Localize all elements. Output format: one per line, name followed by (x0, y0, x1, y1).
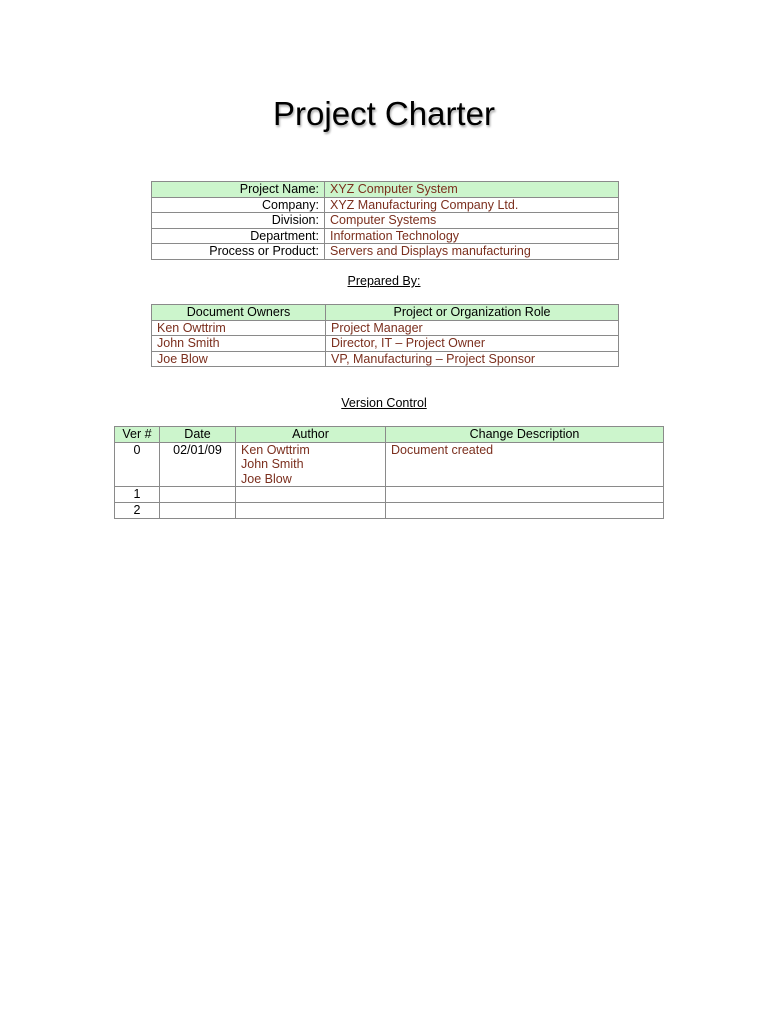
owner-role: Project Manager (326, 320, 619, 336)
versions-header-row (115, 427, 664, 443)
role-column-header: Project or Organization Role (326, 305, 619, 321)
owners-header-row (152, 305, 619, 321)
process-product-label: Process or Product: (152, 244, 325, 260)
table-row (152, 320, 619, 336)
project-info-row (152, 244, 619, 260)
owner-name: Ken Owttrim (152, 320, 326, 336)
project-name-value: XYZ Computer System (325, 182, 619, 198)
owner-name: John Smith (152, 336, 326, 352)
owner-role: VP, Manufacturing – Project Sponsor (326, 351, 619, 367)
version-authors (236, 442, 386, 487)
version-control-heading: Version Control (341, 396, 427, 410)
owner-name: Joe Blow (152, 351, 326, 367)
change-description-column-header: Change Description (386, 427, 664, 443)
version-description (386, 487, 664, 503)
owner-role: Director, IT – Project Owner (326, 336, 619, 352)
author-column-header: Author (236, 427, 386, 443)
project-info-row (152, 197, 619, 213)
version-control-table (114, 426, 664, 519)
process-product-value: Servers and Displays manufacturing (325, 244, 619, 260)
version-authors (236, 502, 386, 518)
table-row (115, 487, 664, 503)
date-column-header: Date (160, 427, 236, 443)
department-label: Department: (152, 228, 325, 244)
project-info-row (152, 213, 619, 229)
document-owners-table (151, 304, 619, 367)
version-number: 2 (115, 502, 160, 518)
prepared-by-heading: Prepared By: (347, 274, 421, 288)
ver-column-header: Ver # (115, 427, 160, 443)
author-name: Joe Blow (241, 471, 292, 486)
page-title: Project Charter (273, 95, 495, 132)
author-name: Ken Owttrim (241, 442, 310, 457)
project-name-label: Project Name: (152, 182, 325, 198)
division-label: Division: (152, 213, 325, 229)
project-info-row (152, 228, 619, 244)
version-number: 1 (115, 487, 160, 503)
company-label: Company: (152, 197, 325, 213)
version-date: 02/01/09 (160, 442, 236, 487)
table-row (115, 502, 664, 518)
table-row (152, 336, 619, 352)
company-value: XYZ Manufacturing Company Ltd. (325, 197, 619, 213)
version-description (386, 502, 664, 518)
project-info-row (152, 182, 619, 198)
version-description: Document created (386, 442, 664, 487)
table-row (152, 351, 619, 367)
department-value: Information Technology (325, 228, 619, 244)
version-date (160, 502, 236, 518)
owners-column-header: Document Owners (152, 305, 326, 321)
version-number: 0 (115, 442, 160, 487)
author-name: John Smith (241, 457, 304, 472)
version-date (160, 487, 236, 503)
project-info-table (151, 181, 619, 260)
version-authors (236, 487, 386, 503)
division-value: Computer Systems (325, 213, 619, 229)
table-row (115, 442, 664, 487)
